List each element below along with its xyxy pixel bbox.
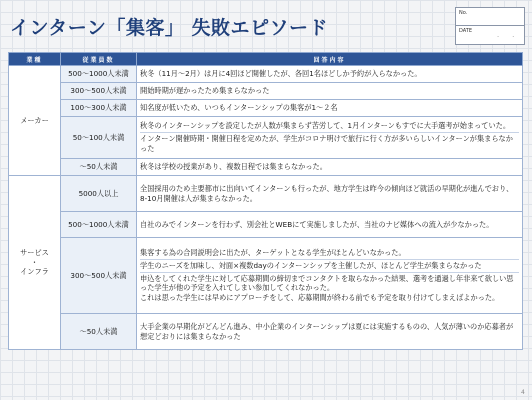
answer-cell <box>137 83 523 100</box>
employee-size-cell: 500～1000人未満 <box>61 212 137 238</box>
answer-text: 開始時期が遅かったため集まらなかった <box>140 86 270 96</box>
employee-size-cell: ～50人未満 <box>61 314 137 350</box>
answer-text: 秋冬（11月～2月）は月に4回ほど開催したが、各回1名ほどしか予約が入らなかった。 <box>140 69 422 79</box>
table-row <box>9 100 523 117</box>
employee-size-cell: 100～300人未満 <box>61 100 137 117</box>
answer-text: 自社のみでインターンを行わず、別会社とWEBにて実施しましたが、当社のナビ媒体への流入が少なかった。 <box>140 219 494 229</box>
meta-no-row <box>456 8 524 26</box>
meta-date-value: . . <box>497 33 520 39</box>
answer-cell <box>137 159 523 176</box>
table-row <box>9 314 523 350</box>
table-row <box>9 176 523 212</box>
employee-size-cell: 5000人以上 <box>61 176 137 212</box>
meta-date-row <box>456 26 524 44</box>
slide-header <box>0 0 532 54</box>
table-body <box>9 66 523 350</box>
column-header-answer: 回答内容 <box>137 53 523 66</box>
table-header-row <box>9 53 523 66</box>
answer-cell <box>137 176 523 212</box>
answer-text: 学生のニーズを加味し、対面×複数dayのインターンシップを主催したが、ほとんど学生が集まらなかった <box>140 259 519 272</box>
answer-cell <box>137 212 523 238</box>
page-title: インターン「集客」 失敗エピソード <box>10 17 328 39</box>
table-row <box>9 212 523 238</box>
answer-cell <box>137 314 523 350</box>
answer-text: 集客する為の合同説明会に出たが、ターゲットとなる学生がほとんどいなかった。 <box>140 248 406 258</box>
employee-size-cell: 300～500人未満 <box>61 238 137 314</box>
employee-size-cell: 50～100人未満 <box>61 117 137 159</box>
column-header-employees: 従業員数 <box>61 53 137 66</box>
table-row <box>9 238 523 314</box>
employee-size-cell: ～50人未満 <box>61 159 137 176</box>
table-row <box>9 66 523 83</box>
table-row <box>9 159 523 176</box>
episodes-table <box>8 52 523 350</box>
answer-text: 知名度が低いため、いつもインターンシップの集客が1～２名 <box>140 103 338 113</box>
answer-text: インターン開催時期・開催日程を定めたが、学生がコロナ明けで旅行に行く方が多いらしいインターンが集まらなかった <box>140 132 519 154</box>
industry-cell: メーカー <box>9 66 61 176</box>
table-row <box>9 117 523 159</box>
no-date-box <box>455 7 525 45</box>
column-header-industry: 業種 <box>9 53 61 66</box>
answer-cell <box>137 100 523 117</box>
page-number: 4 <box>521 389 525 396</box>
table-row <box>9 83 523 100</box>
answer-cell <box>137 238 523 314</box>
employee-size-cell: 300～500人未満 <box>61 83 137 100</box>
meta-date-label: DATE <box>459 28 473 34</box>
industry-cell: サービス ・ インフラ <box>9 176 61 350</box>
answer-text: 秋冬は学校の授業があり、複数日程では集まらなかった。 <box>140 162 327 172</box>
answer-text: 秋冬のインターンシップを設定したが人数が集まらず苦労して、1月インターンもすでに大手選考が始まっていた。 <box>140 121 511 131</box>
answer-text: 申込をしてくれた学生に対して応募期間の締切までコンタクトを取らなかった結果、選考を通過し年非来て欲しい思った学生が他の予定を入れてしまい参加してくれなかった。 これは思った学生には早めにアプローチをして、応募期間が終わる前でも予定を取り付けてしまえばよかった。 <box>140 272 519 304</box>
answer-cell <box>137 117 523 159</box>
answer-cell <box>137 66 523 83</box>
meta-no-label: No. <box>459 10 468 16</box>
employee-size-cell: 500～1000人未満 <box>61 66 137 83</box>
answer-text: 大手企業の早期化がどんどん進み、中小企業のインターンシップは夏には実施するものの、人気が薄いのか応募者が想定どおりには集まらなかった <box>140 321 514 341</box>
answer-text: 全国採用のため主要都市に出向いてインターンも行ったが、地方学生は昨今の傾向ほど就活の早期化が進んでおり、8-10月開催は人が集まらなかった。 <box>140 183 514 203</box>
